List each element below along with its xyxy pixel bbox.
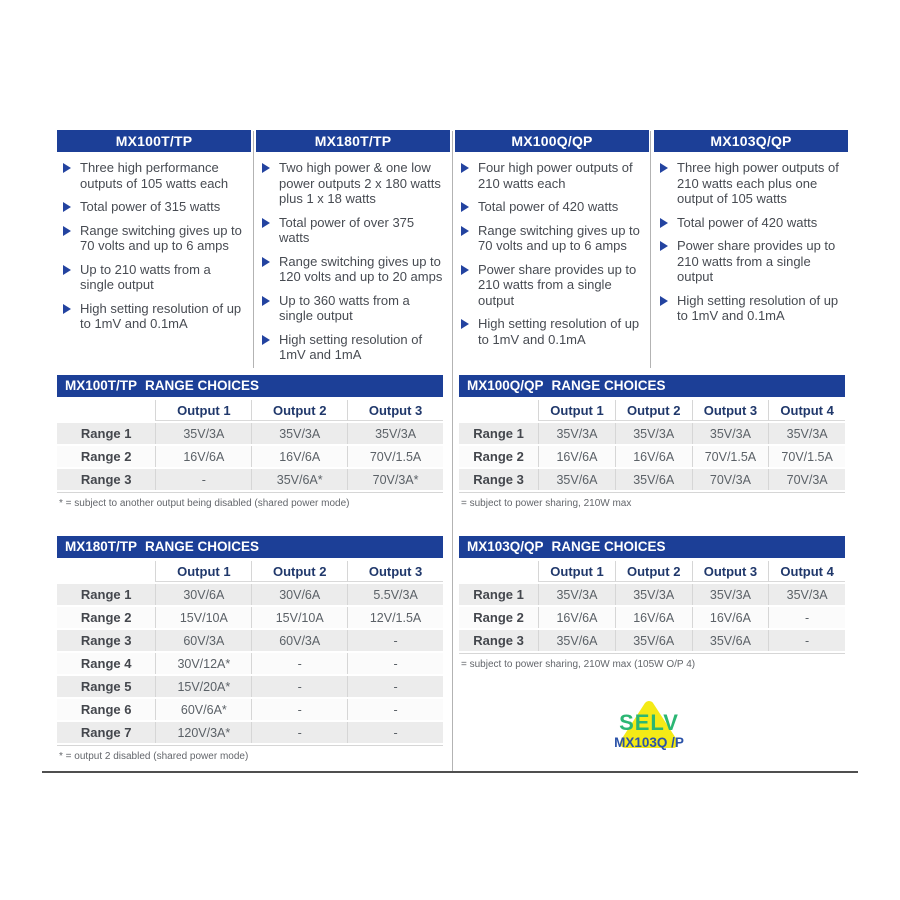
bullet-arrow-icon	[461, 163, 469, 173]
table-row	[57, 699, 443, 720]
feature-text: Power share provides up to 210 watts from a single output	[478, 261, 637, 308]
feature-item	[460, 316, 645, 347]
range-table	[57, 398, 443, 493]
range-value-cell: 60V/3A	[155, 630, 251, 651]
table-title-model: MX180T/TP	[65, 539, 138, 554]
feature-item	[460, 199, 645, 215]
feature-item	[659, 215, 844, 231]
feature-text: High setting resolution of up to 1mV and 0.1mA	[80, 300, 242, 331]
range-value-cell: -	[347, 699, 443, 720]
selv-model-label: MX103Q /P	[614, 735, 684, 750]
bullet-arrow-icon	[461, 319, 469, 329]
feature-item	[62, 160, 247, 191]
range-value-cell: 70V/1.5A	[692, 446, 769, 467]
output-column-header: Output 2	[615, 400, 692, 421]
table-row	[57, 446, 443, 467]
range-table-mx103q	[459, 536, 845, 670]
table-footnote: = subject to power sharing, 210W max	[461, 498, 632, 509]
table-title-suffix: RANGE CHOICES	[145, 539, 260, 554]
output-column-header: Output 2	[251, 400, 347, 421]
range-value-cell: 16V/6A	[538, 607, 615, 628]
table-row	[57, 630, 443, 651]
features-section	[57, 130, 848, 371]
feature-text: Range switching gives up to 120 volts and up to 20 amps	[279, 253, 443, 284]
product-column-mx100t	[57, 130, 251, 371]
range-value-cell: 35V/6A	[615, 630, 692, 651]
range-value-cell: 60V/3A	[251, 630, 347, 651]
table-row	[57, 607, 443, 628]
table-footnote: * = output 2 disabled (shared power mode)	[59, 751, 249, 762]
feature-item	[261, 215, 446, 246]
bullet-arrow-icon	[262, 257, 270, 267]
feature-list	[455, 152, 649, 347]
range-value-cell: 35V/3A	[768, 423, 845, 444]
table-row	[57, 584, 443, 605]
range-value-cell: 35V/3A	[347, 423, 443, 444]
range-label: Range 3	[57, 630, 155, 651]
feature-text: Up to 210 watts from a single output	[80, 261, 211, 292]
output-column-header: Output 1	[155, 400, 251, 421]
range-label: Range 2	[57, 446, 155, 467]
range-label: Range 2	[459, 607, 538, 628]
table-row	[57, 469, 443, 490]
range-label: Range 7	[57, 722, 155, 743]
range-value-cell: 70V/1.5A	[768, 446, 845, 467]
table-row	[459, 469, 845, 490]
feature-item	[460, 262, 645, 309]
range-label: Range 1	[459, 584, 538, 605]
range-label: Range 3	[57, 469, 155, 490]
feature-text: Range switching gives up to 70 volts and up to 6 amps	[478, 222, 640, 253]
table-title	[459, 536, 845, 558]
range-value-cell: 16V/6A	[615, 607, 692, 628]
range-value-cell: -	[251, 722, 347, 743]
bottom-rule	[42, 771, 858, 773]
bullet-arrow-icon	[63, 226, 71, 236]
range-label: Range 4	[57, 653, 155, 674]
range-value-cell: 16V/6A	[538, 446, 615, 467]
table-footnote: = subject to power sharing, 210W max (105W O/P 4)	[461, 659, 696, 670]
output-column-header: Output 1	[538, 400, 615, 421]
output-column-header: Output 3	[692, 400, 769, 421]
range-value-cell: 30V/6A	[155, 584, 251, 605]
range-value-cell: 70V/3A	[692, 469, 769, 490]
table-row	[57, 423, 443, 444]
range-value-cell: 5.5V/3A	[347, 584, 443, 605]
range-value-cell: 60V/6A*	[155, 699, 251, 720]
feature-item	[659, 238, 844, 285]
output-column-header: Output 4	[768, 400, 845, 421]
table-row	[459, 607, 845, 628]
range-value-cell: 35V/3A	[768, 584, 845, 605]
output-column-header: Output 1	[155, 561, 251, 582]
table-header-row	[57, 400, 443, 421]
range-value-cell: 35V/6A	[692, 630, 769, 651]
bullet-arrow-icon	[660, 296, 668, 306]
table-title-suffix: RANGE CHOICES	[551, 539, 666, 554]
table-row	[57, 722, 443, 743]
table-row	[459, 423, 845, 444]
range-value-cell: 35V/6A	[538, 630, 615, 651]
feature-list	[654, 152, 848, 324]
feature-text: Three high power outputs of 210 watts each plus one output of 105 watts	[677, 160, 839, 206]
feature-list	[256, 152, 450, 363]
range-label: Range 1	[57, 584, 155, 605]
range-value-cell: 35V/3A	[251, 423, 347, 444]
output-column-header: Output 1	[538, 561, 615, 582]
range-value-cell: -	[155, 469, 251, 490]
table-corner-cell	[459, 400, 538, 421]
range-value-cell: -	[347, 653, 443, 674]
range-value-cell: 15V/10A	[155, 607, 251, 628]
product-header: MX103Q/QP	[654, 130, 848, 152]
range-value-cell: 15V/20A*	[155, 676, 251, 697]
bullet-arrow-icon	[660, 241, 668, 251]
selv-label: SELV	[619, 710, 679, 735]
feature-text: Range switching gives up to 70 volts and up to 6 amps	[80, 222, 242, 253]
bullet-arrow-icon	[63, 202, 71, 212]
range-value-cell: 70V/3A*	[347, 469, 443, 490]
range-value-cell: 30V/12A*	[155, 653, 251, 674]
range-value-cell: 35V/3A	[615, 423, 692, 444]
table-corner-cell	[459, 561, 538, 582]
table-header-row	[459, 561, 845, 582]
feature-item	[62, 301, 247, 332]
feature-item	[261, 332, 446, 363]
feature-item	[659, 160, 844, 207]
bullet-arrow-icon	[63, 265, 71, 275]
table-row	[57, 676, 443, 697]
range-value-cell: 12V/1.5A	[347, 607, 443, 628]
bullet-arrow-icon	[262, 296, 270, 306]
table-title-suffix: RANGE CHOICES	[551, 378, 666, 393]
output-column-header: Output 4	[768, 561, 845, 582]
product-header: MX180T/TP	[256, 130, 450, 152]
feature-item	[460, 160, 645, 191]
table-header-row	[459, 400, 845, 421]
product-column-mx103q	[654, 130, 848, 371]
table-header-row	[57, 561, 443, 582]
table-row	[459, 584, 845, 605]
feature-text: Three high performance outputs of 105 watts each	[80, 160, 229, 191]
range-value-cell: -	[251, 699, 347, 720]
range-value-cell: -	[251, 653, 347, 674]
table-title	[57, 536, 443, 558]
table-title	[459, 375, 845, 397]
feature-text: Total power of 420 watts	[478, 199, 619, 214]
feature-text: High setting resolution of up to 1mV and 0.1mA	[677, 292, 839, 323]
output-column-header: Output 3	[347, 400, 443, 421]
table-row	[459, 446, 845, 467]
feature-item	[62, 223, 247, 254]
range-value-cell: -	[347, 676, 443, 697]
range-value-cell: 35V/3A	[615, 584, 692, 605]
range-value-cell: -	[347, 630, 443, 651]
range-value-cell: 35V/6A	[538, 469, 615, 490]
range-value-cell: 35V/6A	[615, 469, 692, 490]
range-value-cell: 70V/1.5A	[347, 446, 443, 467]
range-label: Range 3	[459, 630, 538, 651]
bullet-arrow-icon	[63, 163, 71, 173]
bullet-arrow-icon	[660, 218, 668, 228]
table-row	[459, 630, 845, 651]
range-value-cell: 35V/6A*	[251, 469, 347, 490]
table-title-model: MX103Q/QP	[467, 539, 544, 554]
range-value-cell: 120V/3A*	[155, 722, 251, 743]
table-corner-cell	[57, 561, 155, 582]
table-title-suffix: RANGE CHOICES	[145, 378, 260, 393]
range-value-cell: 16V/6A	[155, 446, 251, 467]
range-label: Range 2	[459, 446, 538, 467]
feature-item	[460, 223, 645, 254]
feature-item	[261, 254, 446, 285]
bullet-arrow-icon	[461, 226, 469, 236]
table-title	[57, 375, 443, 397]
bullet-arrow-icon	[461, 265, 469, 275]
range-value-cell: 16V/6A	[251, 446, 347, 467]
feature-item	[62, 262, 247, 293]
bullet-arrow-icon	[660, 163, 668, 173]
output-column-header: Output 3	[347, 561, 443, 582]
feature-text: High setting resolution of up to 1mV and 0.1mA	[478, 316, 640, 347]
bullet-arrow-icon	[262, 335, 270, 345]
range-value-cell: 35V/3A	[692, 584, 769, 605]
table-title-model: MX100Q/QP	[467, 378, 544, 393]
range-table-mx180t	[57, 536, 443, 762]
feature-item	[261, 160, 446, 207]
feature-text: Up to 360 watts from a single output	[279, 292, 410, 323]
feature-item	[62, 199, 247, 215]
feature-item	[261, 293, 446, 324]
feature-text: Four high power outputs of 210 watts each	[478, 160, 633, 191]
range-value-cell: 35V/3A	[692, 423, 769, 444]
range-label: Range 3	[459, 469, 538, 490]
output-column-header: Output 3	[692, 561, 769, 582]
bullet-arrow-icon	[262, 218, 270, 228]
output-column-header: Output 2	[251, 561, 347, 582]
feature-text: High setting resolution of 1mV and 1mA	[279, 331, 423, 362]
range-table	[459, 559, 845, 654]
range-value-cell: 30V/6A	[251, 584, 347, 605]
feature-list	[57, 152, 251, 332]
range-value-cell: -	[251, 676, 347, 697]
feature-text: Total power of 315 watts	[80, 199, 221, 214]
range-value-cell: -	[768, 607, 845, 628]
range-label: Range 2	[57, 607, 155, 628]
table-corner-cell	[57, 400, 155, 421]
range-label: Range 6	[57, 699, 155, 720]
bullet-arrow-icon	[63, 304, 71, 314]
table-row	[57, 653, 443, 674]
range-value-cell: 16V/6A	[692, 607, 769, 628]
selv-logo	[601, 697, 697, 759]
bullet-arrow-icon	[461, 202, 469, 212]
product-column-mx100q	[455, 130, 649, 371]
range-label: Range 1	[57, 423, 155, 444]
range-value-cell: 16V/6A	[615, 446, 692, 467]
feature-text: Total power of over 375 watts	[279, 214, 415, 245]
product-header: MX100Q/QP	[455, 130, 649, 152]
table-footnote: * = subject to another output being disabled (shared power mode)	[59, 498, 350, 509]
range-value-cell: -	[347, 722, 443, 743]
bullet-arrow-icon	[262, 163, 270, 173]
feature-item	[659, 293, 844, 324]
product-column-mx180t	[256, 130, 450, 371]
feature-text: Two high power & one low power outputs 2 x 180 watts plus 1 x 18 watts	[279, 160, 441, 206]
range-value-cell: 35V/3A	[538, 584, 615, 605]
range-value-cell: -	[768, 630, 845, 651]
range-label: Range 1	[459, 423, 538, 444]
range-value-cell: 70V/3A	[768, 469, 845, 490]
range-table	[459, 398, 845, 493]
range-label: Range 5	[57, 676, 155, 697]
feature-text: Power share provides up to 210 watts from a single output	[677, 238, 836, 284]
feature-text: Total power of 420 watts	[677, 214, 818, 230]
range-value-cell: 35V/3A	[538, 423, 615, 444]
range-value-cell: 15V/10A	[251, 607, 347, 628]
range-table	[57, 559, 443, 746]
output-column-header: Output 2	[615, 561, 692, 582]
range-table-mx100t	[57, 375, 443, 509]
range-value-cell: 35V/3A	[155, 423, 251, 444]
table-title-model: MX100T/TP	[65, 378, 138, 393]
product-header: MX100T/TP	[57, 130, 251, 152]
range-table-mx100q	[459, 375, 845, 509]
